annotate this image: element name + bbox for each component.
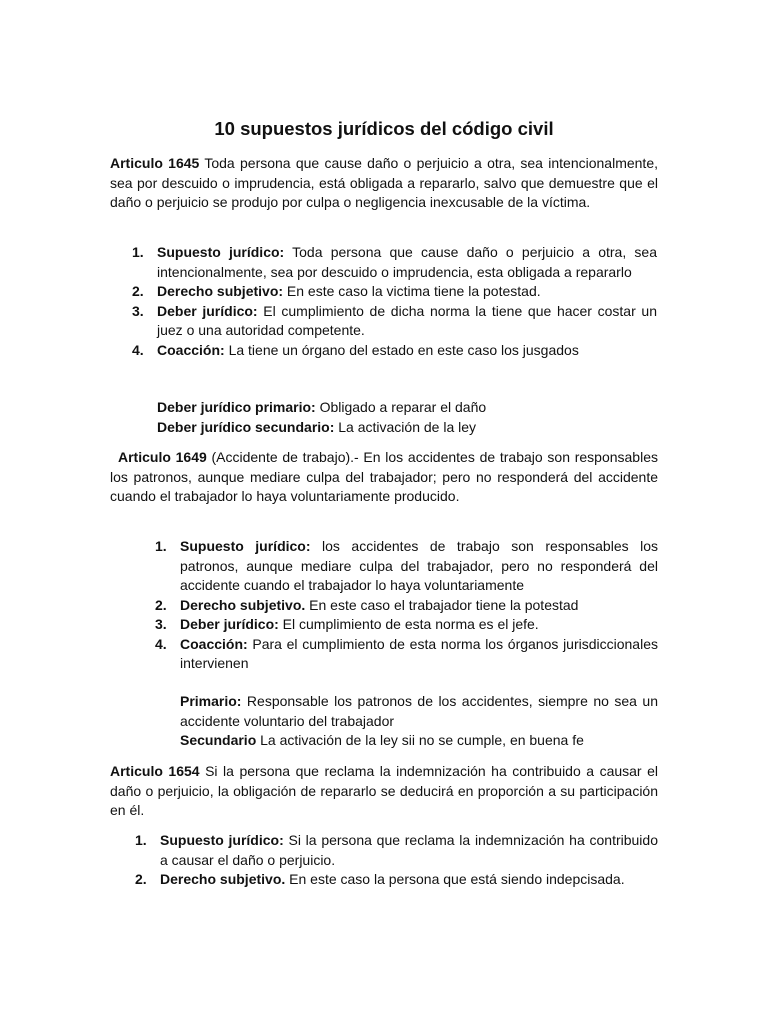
list-item: 4. Coacción: La tiene un órgano del estado en este caso los jusgados (132, 341, 579, 358)
article-1645-duties (157, 398, 657, 437)
list-item: 2. Derecho subjetivo. En este caso la persona que está siendo indepcisada. (135, 871, 625, 887)
article-1649-list (155, 537, 658, 674)
article-1649-label: Articulo 1649 (118, 449, 207, 465)
secondary-duty: Deber jurídico secundario: La activación de la ley (157, 418, 477, 435)
article-1645-text: Toda persona que cause daño o perjuicio a otra, sea intencionalmente, sea por descuido o imprudencia, está obligada a repararlo, salvo que demuestre que el daño o perjuicio se produjo por culpa o negligencia inexcusable de la víctima. (110, 155, 658, 210)
article-1654-paragraph (110, 762, 658, 821)
page-title: 10 supuestos jurídicos del código civil (214, 118, 554, 139)
article-1649-text: (Accidente de trabajo).- En los accidentes de trabajo son responsables los patronos, aunque mediare culpa del trabajador; pero no responderá del accidente cuando el trabajador lo haya voluntariamente producido. (110, 449, 658, 504)
primary-duty: Primario: Responsable los patronos de los accidentes, siempre no sea un accidente voluntario del trabajador (180, 693, 658, 729)
list-item: 1. Supuesto jurídico: Toda persona que cause daño o perjuicio a otra, sea intencionalmente, sea por descuido o imprudencia, esta obligada a repararlo (132, 244, 657, 280)
article-1654-list (135, 831, 658, 890)
list-item: 2. Derecho subjetivo: En este caso la victima tiene la potestad. (132, 283, 541, 299)
article-1649-paragraph (110, 448, 658, 507)
list-item: 2. Derecho subjetivo. En este caso el trabajador tiene la potestad (155, 596, 579, 613)
list-item: 4. Coacción: Para el cumplimiento de esta norma los órganos jurisdiccionales intervienen (155, 635, 658, 671)
article-1649-duties (180, 692, 658, 751)
article-1654-label: Articulo 1654 (110, 763, 200, 779)
article-1645-paragraph (110, 154, 658, 213)
list-item: 1. Supuesto jurídico: los accidentes de trabajo son responsables los patronos, aunque mediare culpa del trabajador, pero no responderá del accidente cuando el trabajador lo haya voluntariamente (155, 538, 658, 593)
article-1645-list (132, 243, 658, 360)
secondary-duty: Secundario La activación de la ley sii no se cumple, en buena fe (180, 732, 584, 748)
article-1645-label: Articulo 1645 (110, 155, 200, 171)
article-1654-text: Si la persona que reclama la indemnización ha contribuido a causar el daño o perjuicio, la obligación de repararlo se deducirá en proporción a su participación en él. (110, 763, 658, 818)
list-item: 3. Deber jurídico: El cumplimiento de dicha norma la tiene que hacer costar un juez o una autoridad competente. (132, 302, 658, 338)
list-item: 1. Supuesto jurídico: Si la persona que reclama la indemnización ha contribuido a causar el daño o perjuicio. (135, 832, 658, 868)
primary-duty: Deber jurídico primario: Obligado a reparar el daño (157, 399, 487, 415)
list-item: 3. Deber jurídico: El cumplimiento de esta norma es el jefe. (155, 616, 539, 632)
